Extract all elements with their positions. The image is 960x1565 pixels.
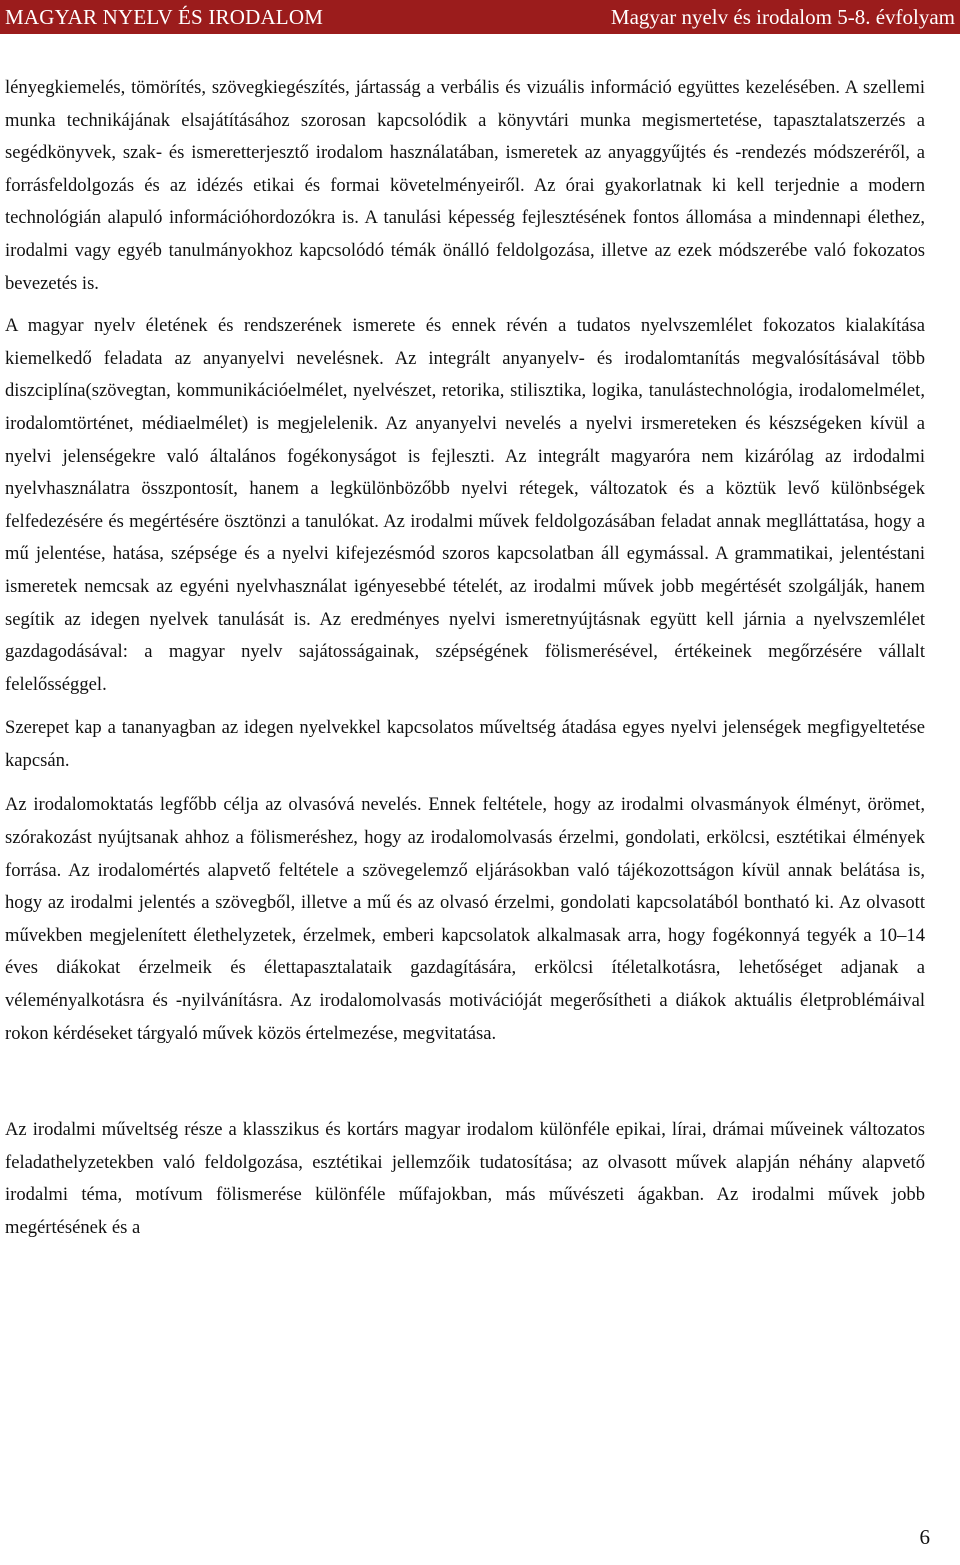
paragraph: lényegkiemelés, tömörítés, szövegkiegészítés, jártasság a verbális és vizuális információ együttes kezelésében. A szellemi munka technikájának elsajátításához szorosan kapcsolódik a könyvtári munka megismertetése, tapasztalatszerzés a segédkönyvek, szak- és ismeretterjesztő irodalom használatában, ismeretek az anyaggyűjtés és -rendezés módszeréről, a forrásfeldolgozás és az idézés etikai és formai követelményeiről. Az órai gyakorlatnak ki kell terjednie a modern technológián alapuló információhordozókra is. A tanulási képesség fejlesztésének fontos állomása a mindennapi élethez, irodalmi vagy egyéb tanulmányokhoz kapcsolódó témák önálló feldolgozása, illetve az ezek módszerébe való fokozatos bevezetés is. — [5, 77, 925, 294]
document-body — [5, 72, 925, 1245]
paragraph: Az irodalomoktatás legfőbb célja az olvasóvá nevelés. Ennek feltétele, hogy az irodalmi olvasmányok élményt, örömet, szórakozást nyújtsanak ahhoz a fölismeréshez, hogy az irodalomolvasás érzelmi, gondolati, erkölcsi, esztétikai élmények forrása. Az irodalomértés alapvető feltétele a szövegelemző eljárásokban való tájékozottságon kívül annak belátása is, hogy az irodalmi jelentés a szövegből, illetve a mű és az olvasó érzelmi, gondolati kapcsolatából bontható ki. Az olvasott művekben megjelenített élethelyzetek, érzelmek, emberi kapcsolatok alkalmasak arra, hogy fogékonnyá tegyék a 10–14 éves diákokat érzelmeik és élettapasztalataik gazdagítására, erkölcsi ítéletalkotásra, lehetőséget adjanak a véleményalkotásra és -nyilvánításra. Az irodalomolvasás motivációját megerősítheti a diákok aktuális életproblémáival rokon kérdéseket tárgyaló művek közös értelmezése, megvitatása. — [5, 794, 925, 1044]
header-title: MAGYAR NYELV ÉS IRODALOM — [5, 5, 324, 29]
header-subtitle: Magyar nyelv és irodalom 5-8. évfolyam — [610, 5, 955, 29]
page-number: 6 — [919, 1525, 930, 1549]
paragraph: A magyar nyelv életének és rendszerének ismerete és ennek révén a tudatos nyelvszemlélet fokozatos kialakítása kiemelkedő feladata az anyanyelvi nevelésnek. Az integrált anyanyelv- és irodalomtanítás megvalósításával több diszciplína(szövegtan, kommunikációelmélet, nyelvészet, retorika, stilisztika, logika, tanulástechnológia, irodalomelmélet, irodalomtörténet, médiaelmélet) is megjelelenik. Az anyanyelvi nevelés a nyelvi irsmereteken és készségeken kívül a nyelvi jelenségekre való általános fogékonyságot is fejleszti. Az integrált magyaróra nem kizárólag az irdodalmi nyelvhasználatra összpontosít, hanem a legkülönbözőbb nyelvi rétegek, változatok és a köztük levő különbségek felfedezésére és megértésére ösztönzi a tanulókat. Az irodalmi művek feldolgozásában feladat annak meglláttatása, hogy a mű jelentése, hatása, szépsége és a nyelvi kifejezésmód szoros kapcsolatban áll egymással. A grammatikai, jelentéstani ismeretek nemcsak az egyéni nyelvhasználat igényesebbé tételét, az irodalmi művek jobb megértését szolgálják, hanem segítik az idegen nyelvek tanulását is. Az eredményes nyelvi ismeretnyújtásnak együtt kell járnia a nyelvszemlélet gazdagodásával: a magyar nyelv sajátosságainak, szépségének fölismerésével, értékeinek megőrzésére vállalt felelősséggel. — [5, 315, 925, 695]
paragraph: Szerepet kap a tananyagban az idegen nyelvekkel kapcsolatos műveltség átadása egyes nyelvi jelenségek megfigyeltetése kapcsán. — [5, 717, 925, 771]
paragraph: Az irodalmi műveltség része a klasszikus és kortárs magyar irodalom különféle epikai, lírai, drámai műveinek változatos feladathelyzetekben való feldolgozása, esztétikai jellemzőik tudatosítása; az olvasott művek alapján néhány alapvető irodalmi téma, motívum fölismerése különféle műfajokban, más művészeti ágakban. Az irodalmi művek jobb megértésének és a — [5, 1119, 925, 1238]
page-header — [0, 0, 960, 34]
